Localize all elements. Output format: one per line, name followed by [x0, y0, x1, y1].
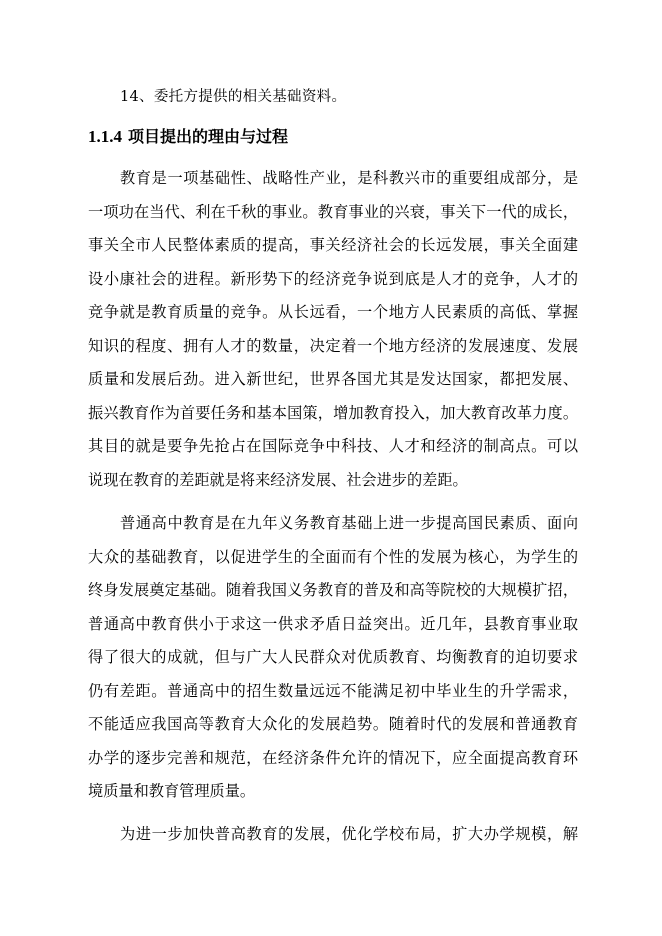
- section-number: 1.1.4: [88, 127, 122, 146]
- paragraph-line: 振兴教育作为首要任务和基本国策，增加教育投入，加大教育改革力度。: [88, 403, 578, 422]
- paragraph-line: 仍有差距。普通高中的招生数量远远不能满足初中毕业生的升学需求，: [88, 681, 578, 700]
- section-title: 项目提出的理由与过程: [128, 127, 289, 146]
- paragraph-line: 一项功在当代、利在千秋的事业。教育事业的兴衰，事关下一代的成长，: [88, 202, 578, 221]
- paragraph-line: 大众的基础教育，以促进学生的全面而有个性的发展为核心，为学生的: [88, 547, 578, 566]
- list-item-basic-materials: 14、委托方提供的相关基础资料。: [120, 89, 347, 105]
- paragraph-education-importance: [88, 162, 578, 497]
- paragraph-line: 终身发展奠定基础。随着我国义务教育的普及和高等院校的大规模扩招，: [88, 581, 578, 599]
- paragraph-line: 办学的逐步完善和规范，在经济条件允许的情况下，应全面提高教育环: [88, 748, 578, 767]
- paragraph-line: 不能适应我国高等教育大众化的发展趋势。随着时代的发展和普通教育: [88, 715, 578, 733]
- paragraph-line: 得了很大的成就，但与广大人民群众对优质教育、均衡教育的迫切要求: [88, 648, 578, 666]
- paragraph-high-school-education: [88, 507, 578, 809]
- paragraph-line: 教育是一项基础性、战略性产业，是科教兴市的重要组成部分，是: [120, 169, 578, 187]
- paragraph-line: 知识的程度、拥有人才的数量，决定着一个地方经济的发展速度、发展: [88, 336, 578, 355]
- paragraph-line: 竞争就是教育质量的竞争。从长远看，一个地方人民素质的高低、掌握: [88, 303, 578, 321]
- paragraph-line: 为进一步加快普高教育的发展，优化学校布局，扩大办学规模，解: [120, 825, 578, 843]
- paragraph-accelerate-development: [88, 818, 578, 852]
- paragraph-line: 说现在教育的差距就是将来经济发展、社会进步的差距。: [88, 470, 468, 489]
- paragraph-line: 设小康社会的进程。新形势下的经济竞争说到底是人才的竞争，人才的: [88, 269, 578, 288]
- paragraph-line: 质量和发展后劲。进入新世纪，世界各国尤其是发达国家，都把发展、: [88, 370, 578, 388]
- paragraph-line: 境质量和教育管理质量。: [88, 782, 256, 800]
- paragraph-line: 事关全市人民整体素质的提高，事关经济社会的长远发展，事关全面建: [88, 236, 578, 254]
- paragraph-line: 其目的就是要争先抢占在国际竞争中科技、人才和经济的制高点。可以: [88, 437, 578, 455]
- section-heading: [88, 124, 288, 150]
- paragraph-line: 普通高中教育是在九年义务教育基础上进一步提高国民素质、面向: [120, 514, 578, 532]
- paragraph-line: 普通高中教育供小于求这一供求矛盾日益突出。近几年，县教育事业取: [88, 614, 578, 633]
